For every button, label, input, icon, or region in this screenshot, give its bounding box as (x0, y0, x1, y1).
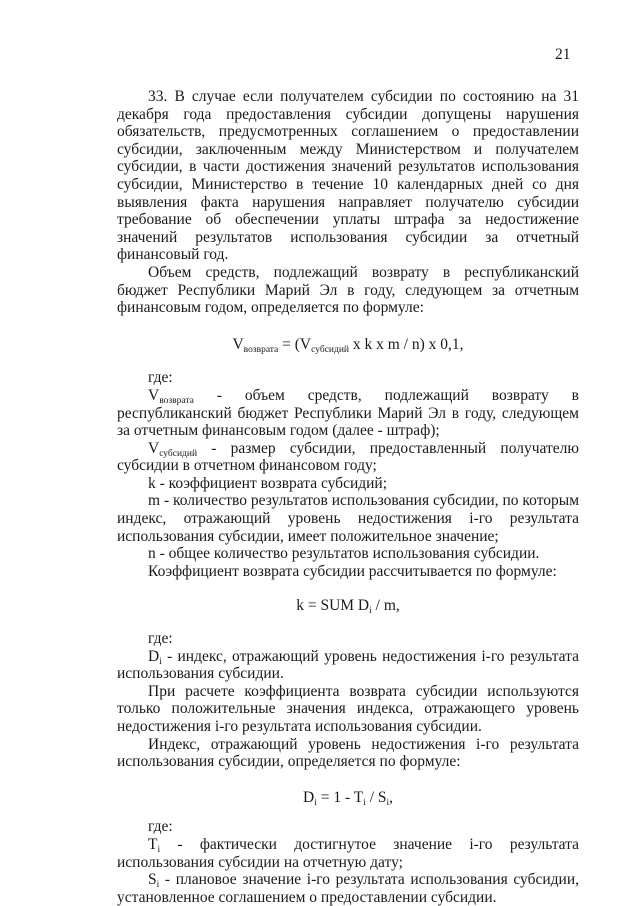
definition-n: n - общее количество результатов использования субсидии. (148, 545, 540, 563)
paragraph-coef-intro: Коэффициент возврата субсидии рассчитывается по формуле: (148, 562, 557, 580)
document-body (117, 88, 579, 906)
definition-v-refund: $V_{возврата}$ - объем средств, подлежащий возврату в республиканский бюджет Республики Марий Эл в году, следующем за отчетным финансовым годом (далее - штраф); (117, 386, 579, 440)
definition-si: $S_i$ - плановое значение i-го результата использования субсидии, установленное соглашением о предоставлении субсидии. (117, 871, 579, 906)
where-label: где: (148, 630, 173, 648)
paragraph-positive-values: При расчете коэффициента возврата субсидии используются только положительные значения индекса, отражающего уровень недостижения i-го результата использования субсидии. (117, 682, 579, 735)
definition-di: $D_i$ - индекс, отражающий уровень недостижения i-го результата использования субсидии. (117, 647, 579, 683)
definition-v-subsidy: $V_{субсидий}$ - размер субсидии, предоставленный получателю субсидии в отчетном финансовом году; (117, 439, 579, 475)
formula-refund: $V_{возврата} = (V_{субсидий}$ x k x m / n) x 0,1, (232, 335, 464, 355)
paragraph-33: 33. В случае если получателем субсидии по состоянию на 31 декабря года предоставления субсидии допущены нарушения обязательств, предусмотренных соглашением о предоставлении субсидии, заключенным между Министерством и получателем субсидии, в части достижения значений результатов использования субсидии, Министерство в течение 10 календарных дней со дня выявления факта нарушения направляет получателю субсидии требование об обеспечении уплаты штрафа за недостижение значений результатов использования субсидии за отчетный финансовый год. (117, 88, 579, 264)
paragraph-index-intro: Индекс, отражающий уровень недостижения i-го результата использования субсидии, определяется по формуле: (117, 735, 579, 771)
formula-index: $D_i = 1 - T_i / S_i$, (302, 788, 394, 808)
where-label: где: (148, 818, 173, 836)
definition-m: m - количество результатов использования субсидии, по которым индекс, отражающий уровень недостижения i-го результата использования субсидии, имеет положительное значение; (117, 492, 579, 545)
definition-k: k - коэффициент возврата субсидий; (148, 474, 388, 492)
formula-coefficient: k = SUM $D_i$ / m, (296, 597, 400, 617)
definition-ti: $T_i$ - фактически достигнутое значение i-го результата использования субсидии на отчетную дату; (117, 835, 579, 871)
paragraph-refund-intro: Объем средств, подлежащий возврату в республиканский бюджет Республики Марий Эл в году, следующем за отчетным финансовым годом, определяется по формуле: (117, 263, 579, 317)
where-label: где: (148, 369, 173, 387)
page-number: 21 (555, 46, 571, 63)
